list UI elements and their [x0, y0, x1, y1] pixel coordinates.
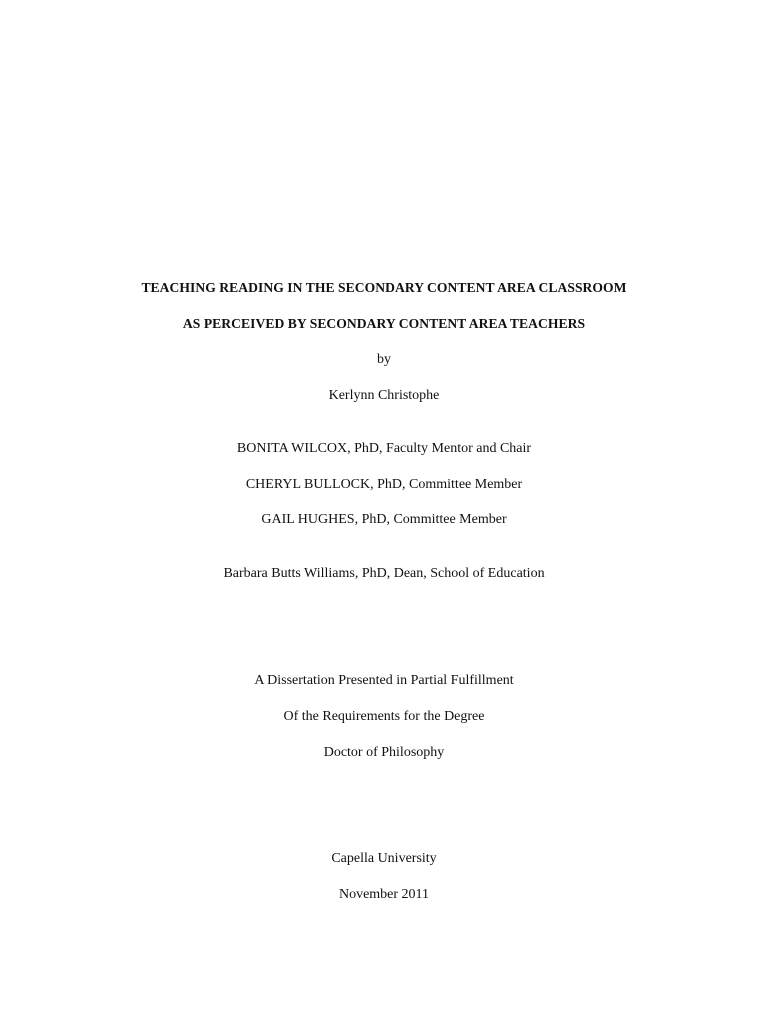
institution-name: Capella University — [331, 851, 437, 866]
presentation-line-2: Of the Requirements for the Degree — [283, 709, 485, 724]
author-name: Kerlynn Christophe — [328, 388, 440, 403]
committee-chair: BONITA WILCOX, PhD, Faculty Mentor and Chair — [236, 441, 532, 456]
presentation-line-1: A Dissertation Presented in Partial Fulfillment — [254, 673, 514, 688]
committee-member: GAIL HUGHES, PhD, Committee Member — [261, 512, 507, 527]
title-line-2: AS PERCEIVED BY SECONDARY CONTENT AREA TEACHERS — [182, 316, 586, 331]
by-label: by — [377, 352, 391, 367]
title-line-1: TEACHING READING IN THE SECONDARY CONTENT AREA CLASSROOM — [141, 280, 627, 295]
dean-name: Barbara Butts Williams, PhD, Dean, School of Education — [223, 566, 545, 581]
degree-name: Doctor of Philosophy — [323, 745, 445, 760]
submission-date: November 2011 — [338, 887, 430, 902]
committee-member: CHERYL BULLOCK, PhD, Committee Member — [245, 477, 523, 492]
